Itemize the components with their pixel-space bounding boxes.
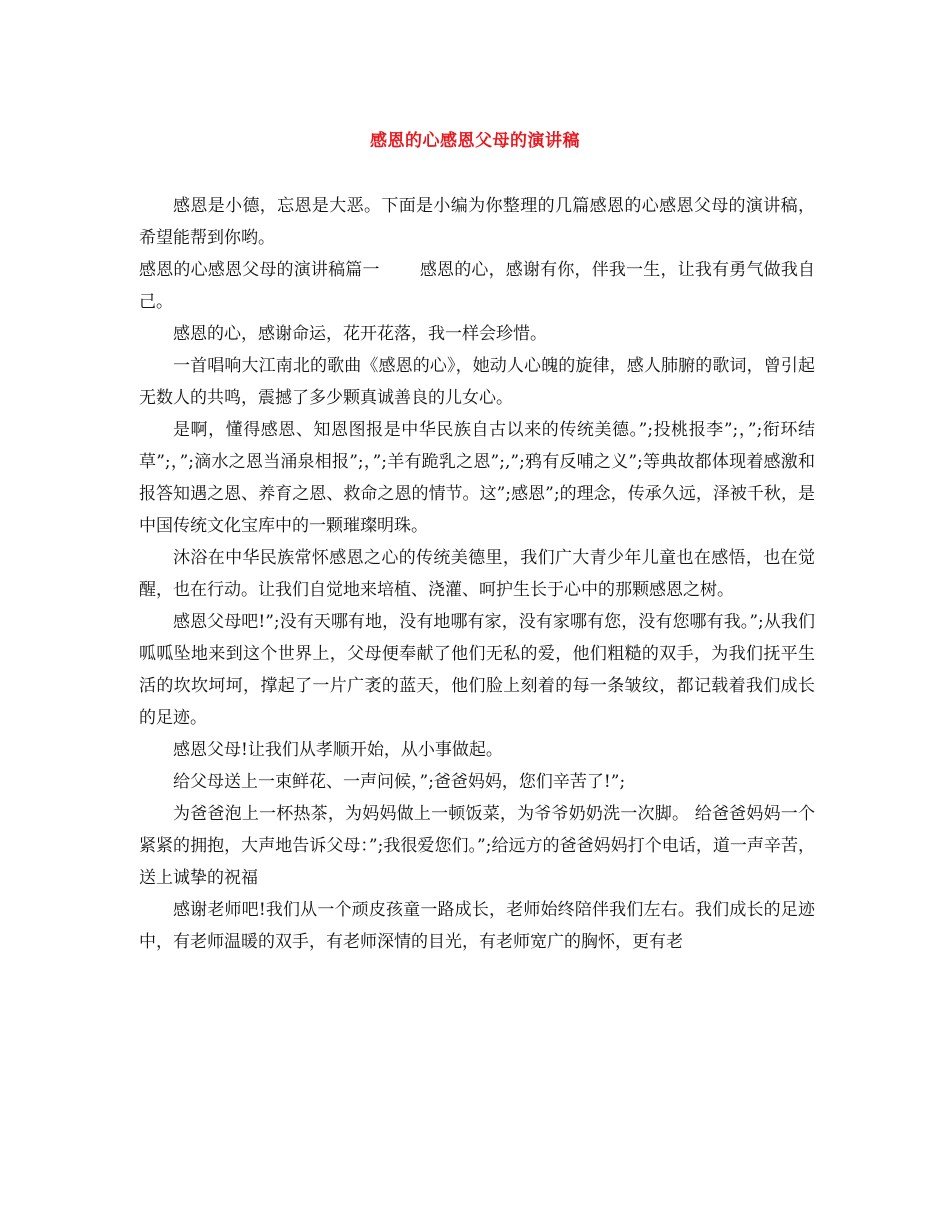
paragraph-section-one — [139, 254, 815, 318]
paragraph-tea: 为爸爸泡上一杯热茶，为妈妈做上一顿饭菜，为爷爷奶奶洗一次脚。 给爸爸妈妈一个紧紧的拥抱，大声地告诉父母：”;我很爱您们。”;给远方的爸爸妈妈打个电话，道一声辛苦，送上诚挚的祝福 — [139, 804, 815, 888]
paragraph-parents: 感恩父母吧!”;没有天哪有地，没有地哪有家，没有家哪有您，没有您哪有我。”;从我们呱呱坠地来到这个世界上，父母便奉献了他们无私的爱，他们粗糙的双手，为我们抚平生活的坎坎坷坷，撑起了一片广袤的蓝天，他们脸上刻着的每一条皱纹，都记载着我们成长的足迹。 — [139, 612, 815, 728]
paragraph-song: 一首唱响大江南北的歌曲《感恩的心》，她动人心魄的旋律，感人肺腑的歌词，曾引起无数人的共鸣，震撼了多少颗真诚善良的儿女心。 — [139, 356, 815, 408]
document-title: 感恩的心感恩父母的演讲稿 — [370, 131, 580, 151]
paragraph-tradition: 是啊，懂得感恩、知恩图报是中华民族自古以来的传统美德。”;投桃报李”;，”;衔环结草”;，”;滴水之恩当涌泉相报”;，”;羊有跪乳之恩”;,”;鸦有反哺之义”;等典故都体现着感激和报答知遇之恩、养育之恩、救命之恩的情节。这”;感恩”;的理念，传承久远，泽被千秋，是中国传统文化宝库中的一颗璀璨明珠。 — [139, 420, 815, 536]
paragraph-teacher: 感谢老师吧!我们从一个顽皮孩童一路成长，老师始终陪伴我们左右。我们成长的足迹中，有老师温暖的双手，有老师深情的目光，有老师宽广的胸怀，更有老 — [139, 900, 815, 952]
paragraph-filial: 感恩父母!让我们从孝顺开始，从小事做起。 — [173, 740, 503, 760]
paragraph-flowers: 给父母送上一束鲜花、一声问候，”;爸爸妈妈，您们辛苦了!”; — [173, 772, 626, 792]
section-one-text: 感恩的心，感谢有你，伴我一生，让我有勇气做我自己。 — [139, 260, 816, 312]
paragraph-intro: 感恩是小德，忘恩是大恶。下面是小编为你整理的几篇感恩的心感恩父母的演讲稿，希望能帮到你哟。 — [139, 196, 815, 248]
paragraph-fate: 感恩的心，感谢命运，花开花落，我一样会珍惜。 — [173, 324, 547, 344]
section-heading: 感恩的心感恩父母的演讲稿篇一 — [139, 260, 380, 280]
paragraph-youth: 沐浴在中华民族常怀感恩之心的传统美德里，我们广大青少年儿童也在感悟，也在觉醒，也在行动。让我们自觉地来培植、浇灌、呵护生长于心中的那颗感恩之树。 — [139, 548, 815, 600]
document-body — [139, 190, 815, 958]
